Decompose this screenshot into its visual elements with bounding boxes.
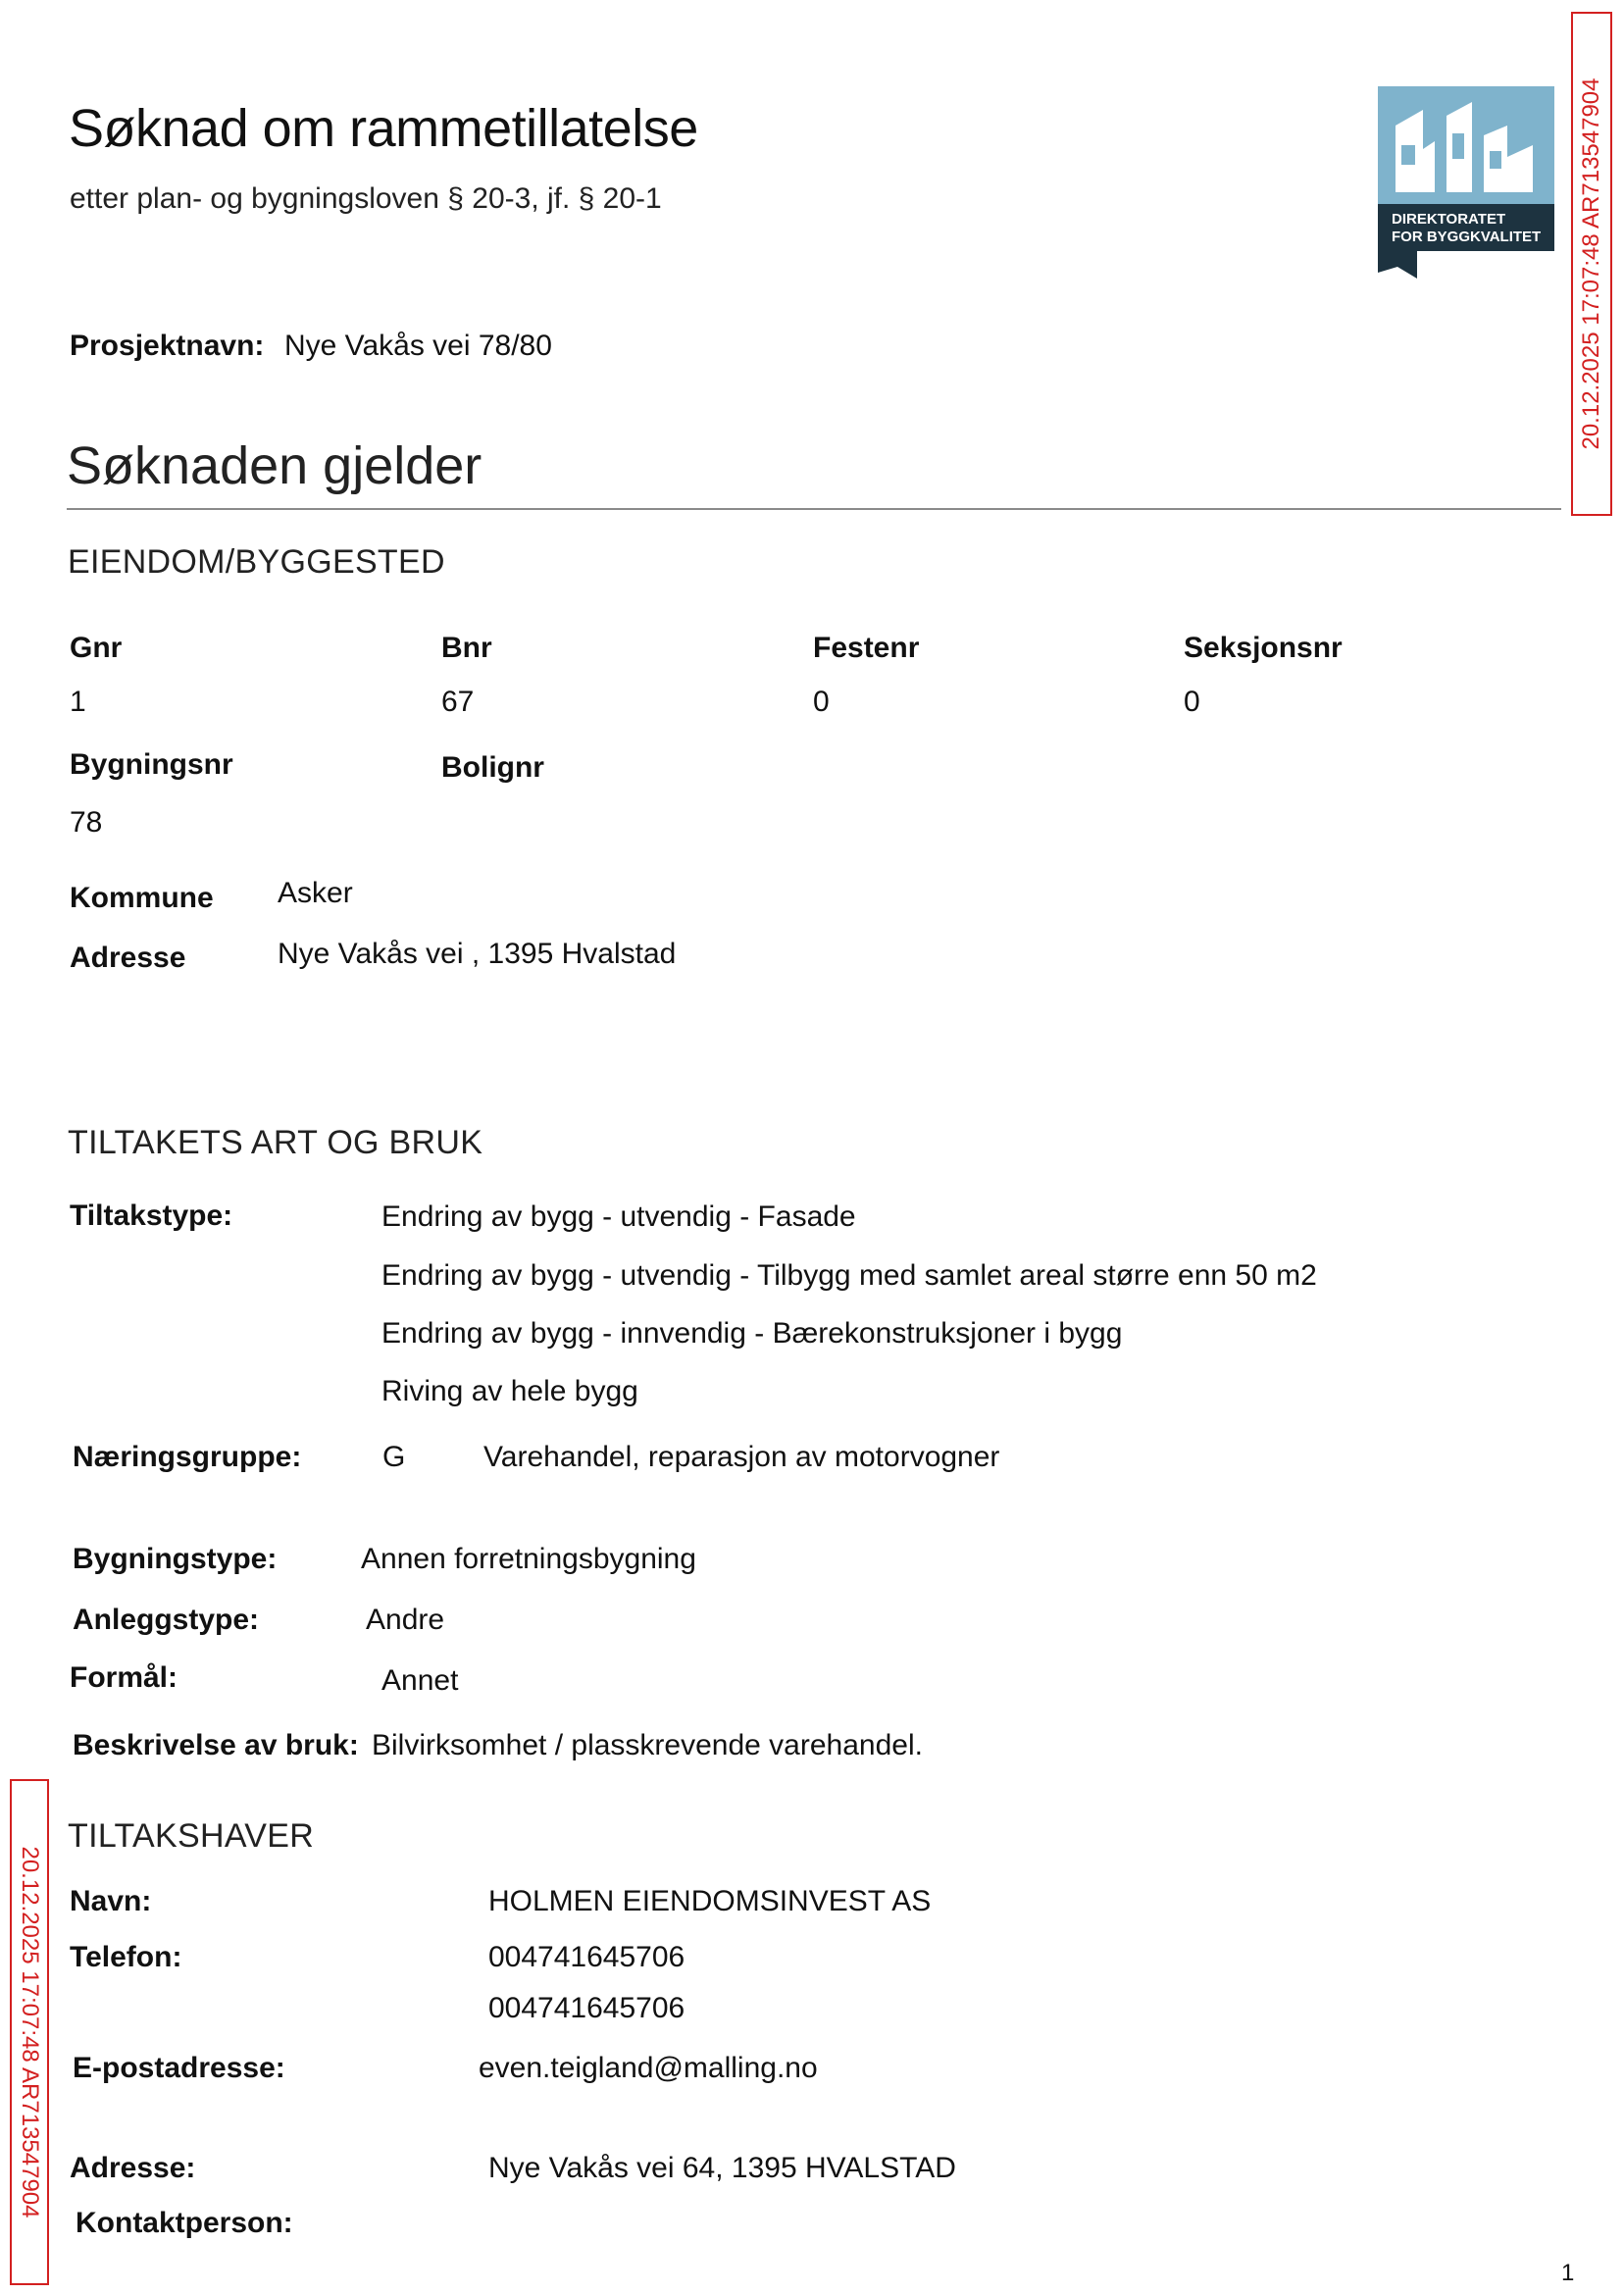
- kontaktperson-label: Kontaktperson:: [76, 2207, 293, 2239]
- logo-line1: DIREKTORATET: [1392, 211, 1506, 228]
- tiltakshaver-adresse-value: Nye Vakås vei 64, 1395 HVALSTAD: [488, 2152, 956, 2184]
- eiendom-heading: EIENDOM/BYGGESTED: [68, 543, 445, 581]
- festenr-label: Festenr: [813, 632, 920, 664]
- formal-value: Annet: [381, 1664, 459, 1697]
- project-name-value: Nye Vakås vei 78/80: [284, 330, 552, 362]
- beskrivelse-value: Bilvirksomhet / plasskrevende varehandel.: [372, 1729, 923, 1761]
- navn-value: HOLMEN EIENDOMSINVEST AS: [488, 1885, 932, 1917]
- seksjonsnr-label: Seksjonsnr: [1184, 632, 1343, 664]
- document-subtitle: etter plan- og bygningsloven § 20-3, jf. § 20-1: [70, 182, 662, 215]
- kommune-value: Asker: [278, 877, 353, 909]
- logo-line2: FOR BYGGKVALITET: [1392, 229, 1542, 245]
- formal-label: Formål:: [70, 1661, 178, 1694]
- adresse-label: Adresse: [70, 942, 186, 974]
- tiltakstype-item: Riving av hele bygg: [381, 1375, 638, 1407]
- tiltakshaver-heading: TILTAKSHAVER: [68, 1817, 315, 1855]
- bygningsnr-value: 78: [70, 806, 103, 839]
- epost-value: even.teigland@malling.no: [479, 2052, 818, 2084]
- anleggstype-value: Andre: [366, 1604, 445, 1636]
- gnr-label: Gnr: [70, 632, 123, 664]
- tiltak-heading: TILTAKETS ART OG BRUK: [68, 1124, 483, 1161]
- bnr-value: 67: [441, 686, 475, 718]
- bolignr-label: Bolignr: [441, 751, 544, 784]
- tiltakstype-item: Endring av bygg - utvendig - Tilbygg med samlet areal større enn 50 m2: [381, 1259, 1317, 1292]
- kommune-label: Kommune: [70, 882, 214, 914]
- tiltakstype-item: Endring av bygg - innvendig - Bærekonstruksjoner i bygg: [381, 1317, 1123, 1350]
- naeringsgruppe-label: Næringsgruppe:: [73, 1441, 302, 1473]
- tiltakstype-item: Endring av bygg - utvendig - Fasade: [381, 1200, 856, 1233]
- festenr-value: 0: [813, 686, 830, 718]
- naeringsgruppe-code: G: [382, 1441, 406, 1473]
- timestamp-stamp-top: [1571, 12, 1612, 516]
- bnr-label: Bnr: [441, 632, 492, 664]
- timestamp-stamp-text: 20.12.2025 17:07:48 AR713547904: [17, 1846, 43, 2218]
- document-title: Søknad om rammetillatelse: [69, 99, 698, 158]
- section-title: Søknaden gjelder: [67, 436, 482, 495]
- naeringsgruppe-text: Varehandel, reparasjon av motorvogner: [483, 1441, 1000, 1473]
- dibk-logo: [1378, 86, 1554, 279]
- bygningstype-label: Bygningstype:: [73, 1543, 278, 1575]
- adresse-value: Nye Vakås vei , 1395 Hvalstad: [278, 938, 677, 970]
- tiltakshaver-adresse-label: Adresse:: [70, 2152, 196, 2184]
- telefon-value: 004741645706: [488, 1941, 685, 1973]
- project-name-label: Prosjektnavn:: [70, 330, 265, 362]
- anleggstype-label: Anleggstype:: [73, 1604, 260, 1636]
- epost-label: E-postadresse:: [73, 2052, 285, 2084]
- bygningsnr-label: Bygningsnr: [70, 748, 233, 781]
- beskrivelse-label: Beskrivelse av bruk:: [73, 1729, 359, 1761]
- page-number: 1: [1561, 2260, 1575, 2286]
- navn-label: Navn:: [70, 1885, 152, 1917]
- bygningstype-value: Annen forretningsbygning: [361, 1543, 696, 1575]
- telefon-label: Telefon:: [70, 1941, 182, 1973]
- dibk-logo-graphic: [1378, 86, 1554, 279]
- gnr-value: 1: [70, 686, 86, 718]
- timestamp-stamp-text: 20.12.2025 17:07:48 AR713547904: [1578, 77, 1604, 450]
- timestamp-stamp-left: [10, 1779, 49, 2285]
- telefon-value: 004741645706: [488, 1992, 685, 2024]
- tiltakstype-label: Tiltakstype:: [70, 1199, 233, 1232]
- section-divider: [67, 508, 1561, 510]
- seksjonsnr-value: 0: [1184, 686, 1200, 718]
